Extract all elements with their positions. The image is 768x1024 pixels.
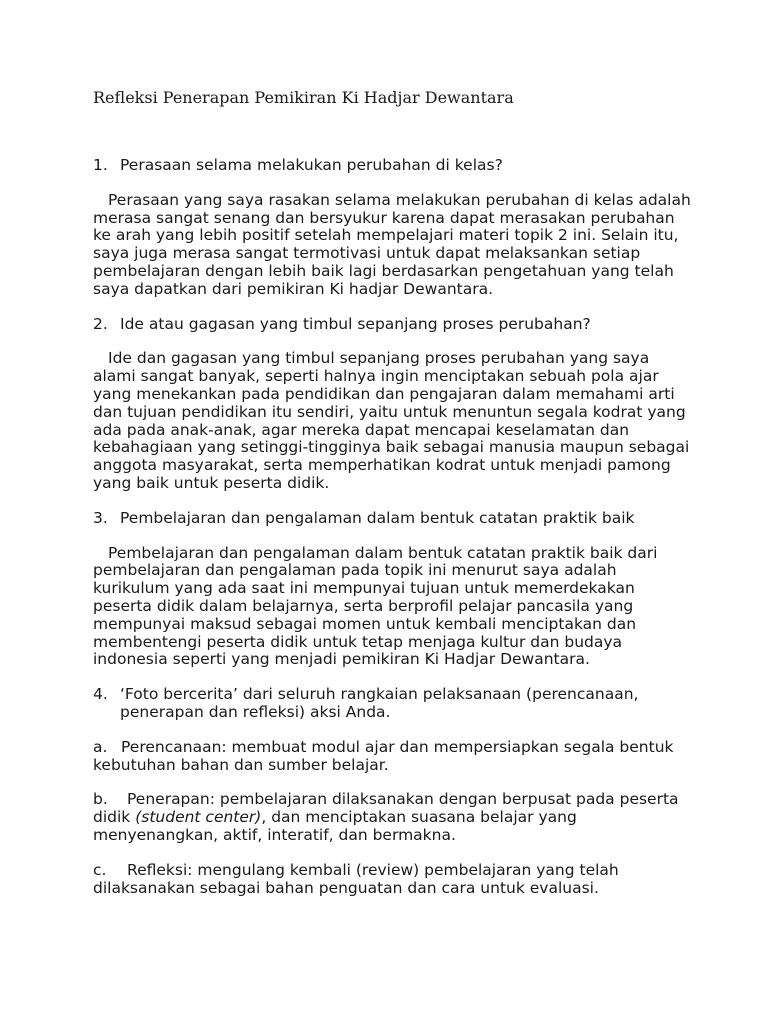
item-text-italic: (student center) [135, 808, 262, 827]
question-number: 3. [93, 508, 108, 527]
question-4 [93, 686, 693, 722]
list-item-c [93, 862, 693, 898]
question-text: Perasaan selama melakukan perubahan di kelas? [120, 156, 503, 174]
question-2 [93, 316, 693, 334]
question-3 [93, 510, 693, 528]
item-text-after: , dan menciptakan suasana belajar yang menyenangkan, aktif, interatif, dan bermakna. [93, 808, 577, 844]
answer-3: Pembelajaran dan pengalaman dalam bentuk catatan praktik baik dari pembelajaran dan pengalaman pada topik ini menurut saya adalah kurikulum yang ada saat ini mempunyai tujuan untuk memerdekakan peserta didik dalam belajarnya, serta berprofil pelajar pancasila yang mempunyai maksud sebagai momen untuk kembali menciptakan dan membentengi peserta didik untuk tetap menjaga kultur dan budaya indonesia seperti yang menjadi pemikiran Ki Hadjar Dewantara. [93, 543, 658, 669]
question-number: 4. [93, 685, 108, 704]
item-label: a. [93, 737, 108, 756]
answer-2: Ide dan gagasan yang timbul sepanjang proses perubahan yang saya alami sangat banyak, seperti halnya ingin menciptakan sebuah pola ajar yang menekankan pada pendidikan dan pengajaran dalam memahami arti dan tujuan pendidikan itu sendiri, yaitu untuk menuntun segala kodrat yang ada pada anak-anak, agar mereka dapat mencapai keselamatan dan kebahagiaan yang setinggi-tingginya baik sebagai manusia maupun sebagai anggota masyarakat, serta memperhatikan kodrat untuk menjadi pamong yang baik untuk peserta didik. [93, 349, 690, 492]
list-item-a [93, 739, 693, 775]
list-item-b [93, 791, 693, 844]
question-number: 2. [93, 314, 108, 333]
question-text: Pembelajaran dan pengalaman dalam bentuk catatan praktik baik [120, 508, 635, 527]
question-1 [93, 157, 693, 175]
question-text: ‘Foto bercerita’ dari seluruh rangkaian pelaksanaan (perencanaan, penerapan dan refleksi) aksi Anda. [120, 685, 639, 721]
question-number: 1. [93, 156, 108, 174]
item-text: Perencanaan: membuat modul ajar dan mempersiapkan segala bentuk kebutuhan bahan dan sumber belajar. [93, 737, 674, 774]
item-text: Refleksi: mengulang kembali (review) pembelajaran yang telah dilaksanakan sebagai bahan penguatan dan cara untuk evaluasi. [93, 860, 619, 897]
question-text: Ide atau gagasan yang timbul sepanjang proses perubahan? [120, 314, 591, 333]
document-body [93, 157, 693, 897]
item-label: b. [93, 790, 108, 809]
document-title: Refleksi Penerapan Pemikiran Ki Hadjar Dewantara [93, 88, 514, 107]
item-text: Penerapan: pembelajaran dilaksanakan dengan berpusat pada peserta didik [93, 790, 679, 827]
answer-1: Perasaan yang saya rasakan selama melakukan perubahan di kelas adalah merasa sangat senang dan bersyukur karena dapat merasakan perubahan ke arah yang lebih positif setelah mempelajari materi topik 2 ini. Selain itu, saya juga merasa sangat termotivasi untuk dapat melaksankan setiap pembelajaran dengan lebih baik lagi berdasarkan pengetahuan yang telah saya dapatkan dari pemikiran Ki hadjar Dewantara. [93, 190, 691, 298]
item-label: c. [93, 860, 107, 879]
